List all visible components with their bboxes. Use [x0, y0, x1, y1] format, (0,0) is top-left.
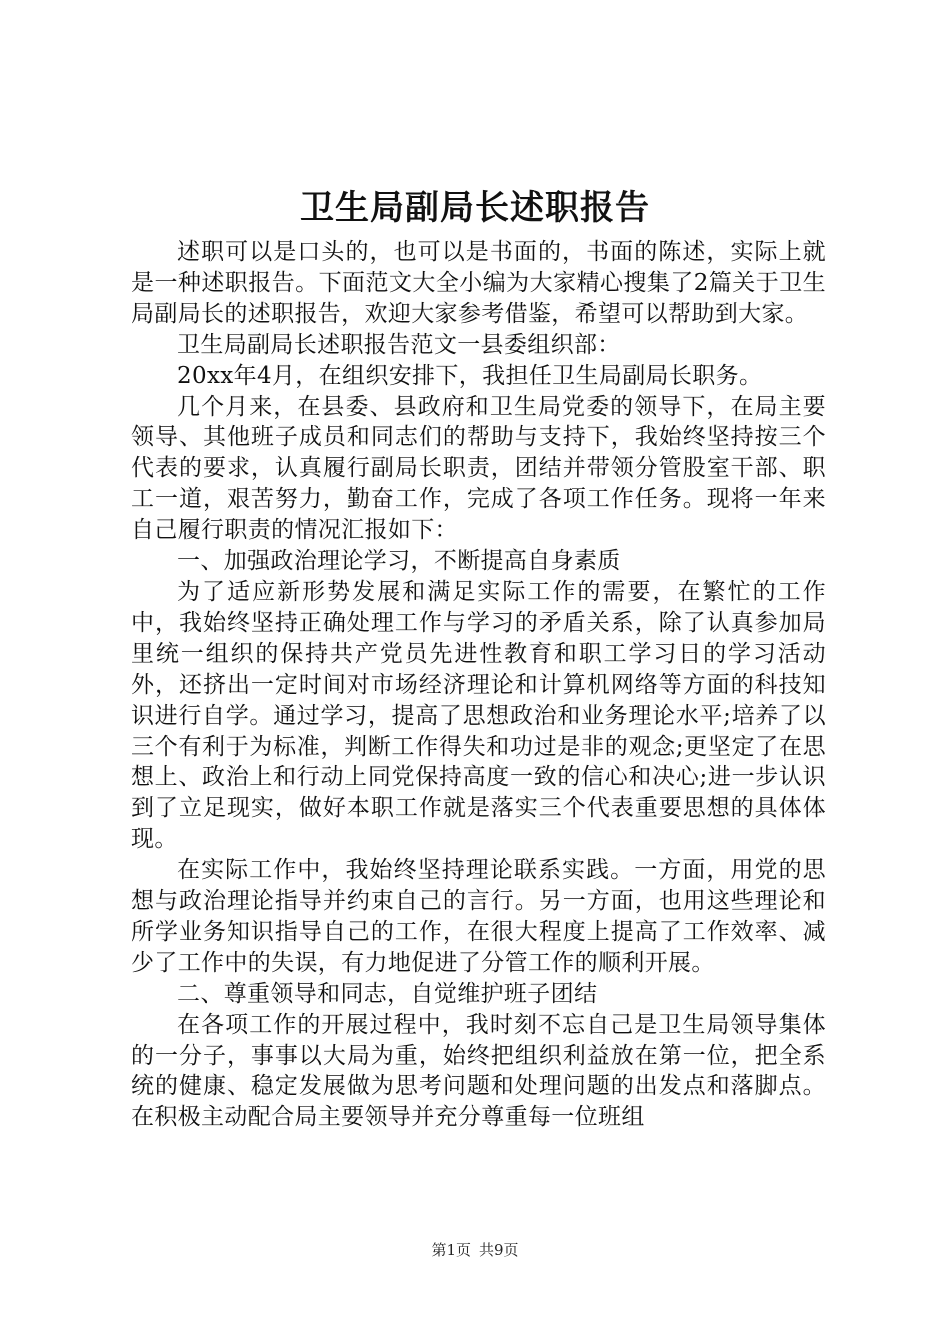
document-body	[131, 237, 826, 1133]
section-heading-2: 二、尊重领导和同志，自觉维护班子团结	[177, 980, 598, 1007]
section-heading-1: 一、加强政治理论学习，不断提高自身素质	[177, 548, 621, 575]
page-footer	[0, 1240, 950, 1260]
paragraph-salutation: 卫生局副局长述职报告范文一县委组织部：	[177, 331, 621, 358]
paragraph-unity: 在各项工作的开展过程中，我时刻不忘自己是卫生局领导集体的一分子，事事以大局为重，始终把组织利益放在第一位，把全系统的健康、稳定发展做为思考问题和处理问题的出发点和落脚点。在积极主动配合局主要领导并充分尊重每一位班组	[131, 1011, 826, 1131]
document-title: 卫生局副局长述职报告	[300, 188, 650, 228]
paragraph-intro: 述职可以是口头的，也可以是书面的，书面的陈述，实际上就是一种述职报告。下面范文大全小编为大家精心搜集了2篇关于卫生局副局长的述职报告，欢迎大家参考借鉴，希望可以帮助到大家。	[131, 239, 826, 327]
paragraph-practice: 在实际工作中，我始终坚持理论联系实践。一方面，用党的思想与政治理论指导并约束自己的言行。另一方面，也用这些理论和所学业务知识指导自己的工作，在很大程度上提高了工作效率、减少了工作中的失误，有力地促进了分管工作的顺利开展。	[131, 857, 826, 976]
paragraph-appointment: 20xx年4月，在组织安排下，我担任卫生局副局长职务。	[177, 362, 763, 389]
paragraph-overview: 几个月来，在县委、县政府和卫生局党委的领导下，在局主要领导、其他班子成员和同志们的帮助与支持下，我始终坚持按三个代表的要求，认真履行副局长职责，团结并带领分管股室干部、职工一道，艰苦努力，勤奋工作，完成了各项工作任务。现将一年来自己履行职责的情况汇报如下：	[131, 393, 826, 544]
page-number-total: 共9页	[479, 1241, 519, 1259]
page-number-current: 第1页	[431, 1241, 471, 1259]
paragraph-study: 为了适应新形势发展和满足实际工作的需要，在繁忙的工作中，我始终坚持正确处理工作与学习的矛盾关系，除了认真参加局里统一组织的保持共产党员先进性教育和职工学习日的学习活动外，还挤出一定时间对市场经济理论和计算机网络等方面的科技知识进行自学。通过学习，提高了思想政治和业务理论水平;培养了以三个有利于为标准，判断工作得失和功过是非的观念;更坚定了在思想上、政治上和行动上同党保持高度一致的信心和决心;进一步认识到了立足现实，做好本职工作就是落实三个代表重要思想的具体体现。	[131, 578, 826, 853]
